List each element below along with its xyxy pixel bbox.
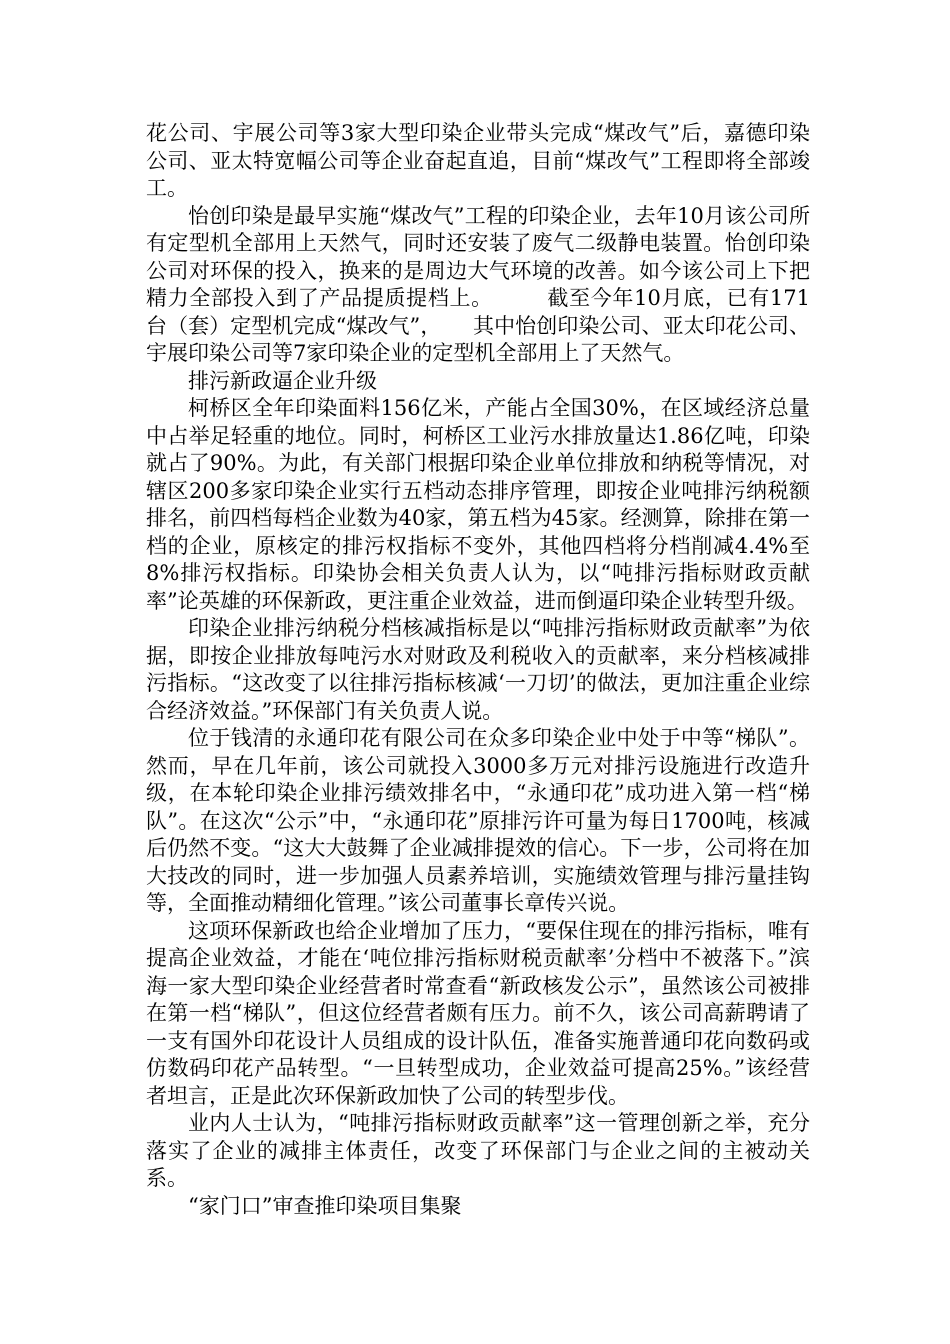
- paragraph-5: 位于钱清的永通印花有限公司在众多印染企业中处于中等“梯队”。然而，早在几年前，该公司就投入3000多万元对排污设施进行改造升级，在本轮印染企业排污绩效排名中，“永通印花”成功进入第一档“梯队”。在这次“公示”中，“永通印花”原排污许可量为每日1700吨，核减后仍然不变。“这大大鼓舞了企业减排提效的信心。下一步，公司将在加大技改的同时，进一步加强人员素养培训，实施绩效管理与排污量挂钩等，全面推动精细化管理。”该公司董事长章传兴说。: [146, 726, 810, 915]
- paragraph-4: 印染企业排污纳税分档核减指标是以“吨排污指标财政贡献率”为依据，即按企业排放每吨污水对财政及利税收入的贡献率，来分档核减排污指标。“这改变了以往排污指标核减‘一刀切’的做法，更加注重企业综合经济效益。”环保部门有关负责人说。: [146, 616, 810, 723]
- article-body: [146, 120, 810, 1220]
- paragraph-6: 这项环保新政也给企业增加了压力，“要保住现在的排污指标，唯有提高企业效益，才能在‘吨位排污指标财税贡献率’分档中不被落下。”滨海一家大型印染企业经营者时常查看“新政核发公示”，虽然该公司被排在第一档“梯队”，但这位经营者颇有压力。前不久，该公司高薪聘请了一支有国外印花设计人员组成的设计队伍，准备实施普通印花向数码或仿数码印花产品转型。“一旦转型成功，企业效益可提高25%。”该经营者坦言，正是此次环保新政加快了公司的转型步伐。: [146, 918, 810, 1108]
- paragraph-3: 柯桥区全年印染面料156亿米，产能占全国30%，在区域经济总量中占举足轻重的地位。同时，柯桥区工业污水排放量达1.86亿吨，印染就占了90%。为此，有关部门根据印染企业单位排放和纳税等情况，对辖区200多家印染企业实行五档动态排序管理，即按企业吨排污纳税额排名，前四档每档企业数为40家，第五档为45家。经测算，除排在第一档的企业，原核定的排污权指标不变外，其他四档将分档削减4.4%至8%排污权指标。印染协会相关负责人认为，以“吨排污指标财政贡献率”论英雄的环保新政，更注重企业效益，进而倒逼印染企业转型升级。: [146, 396, 810, 613]
- section-heading-2: “家门口”审查推印染项目集聚: [188, 1193, 462, 1218]
- paragraph-1: 花公司、宇展公司等3家大型印染企业带头完成“煤改气”后，嘉德印染公司、亚太特宽幅公司等企业奋起直追，目前“煤改气”工程即将全部竣工。: [146, 121, 810, 200]
- paragraph-2: 怡创印染是最早实施“煤改气”工程的印染企业，去年10月该公司所有定型机全部用上天然气，同时还安装了废气二级静电装置。怡创印染公司对环保的投入，换来的是周边大气环境的改善。如今该公司上下把精力全部投入到了产品提质提档上。 截至今年10月底，已有171台（套）定型机完成“煤改气”， 其中怡创印染公司、亚太印花公司、宇展印染公司等7家印染企业的定型机全部用上了天然气。: [146, 203, 810, 365]
- section-heading-1: 排污新政逼企业升级: [188, 368, 377, 393]
- paragraph-7: 业内人士认为，“吨排污指标财政贡献率”这一管理创新之举，充分落实了企业的减排主体责任，改变了环保部门与企业之间的主被动关系。: [146, 1111, 810, 1190]
